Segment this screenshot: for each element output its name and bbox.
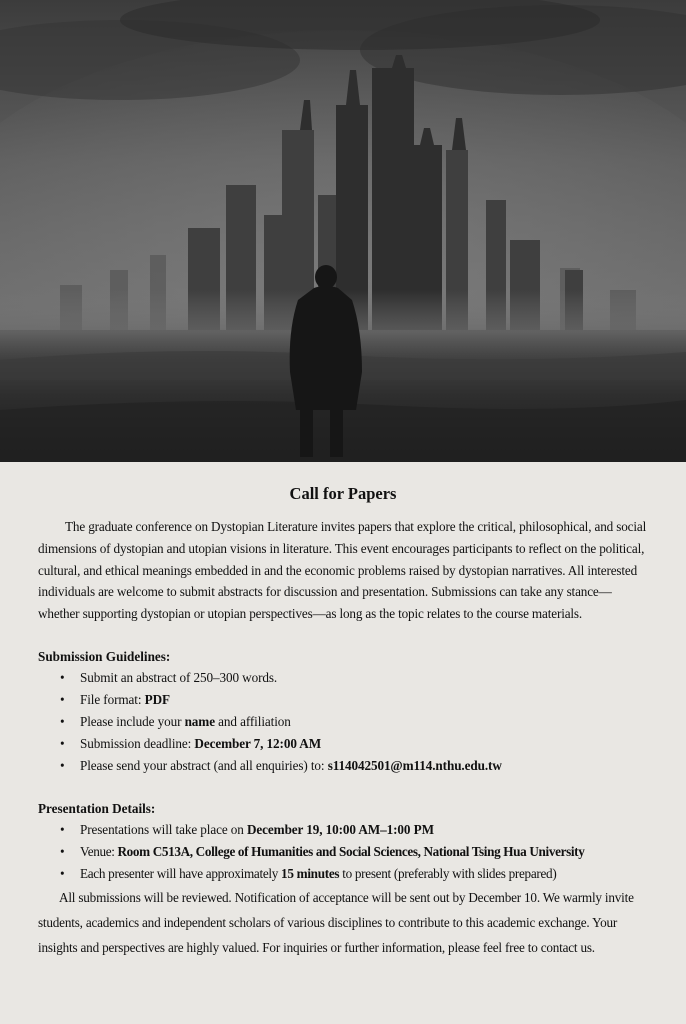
list-item: • Submit an abstract of 250–300 words. <box>80 667 648 689</box>
call-for-papers <box>0 462 686 1024</box>
contact-email: s114042501@m114.nthu.edu.tw <box>327 757 502 773</box>
hero-illustration <box>0 0 686 462</box>
dystopian-city-image <box>0 0 686 462</box>
list-item: • File format: PDF <box>80 689 648 711</box>
list-item: • Venue: Room C513A, College of Humanities and Social Sciences, National Tsing Hua University <box>80 841 648 863</box>
list-item: • Please include your name and affiliation <box>80 711 648 733</box>
presentation-details-heading: Presentation Details: <box>38 800 156 816</box>
list-item: • Each presenter will have approximately 15 minutes to present (preferably with slides prepared) <box>80 863 648 885</box>
submission-guidelines-list <box>38 667 648 777</box>
list-item: • Presentations will take place on December 19, 10:00 AM–1:00 PM <box>80 819 648 841</box>
presentation-details-list <box>38 819 648 885</box>
list-item: • Submission deadline: December 7, 12:00 AM <box>80 733 648 755</box>
list-item: • Please send your abstract (and all enquiries) to: s114042501@m114.nthu.edu.tw <box>80 755 648 777</box>
intro-paragraph: The graduate conference on Dystopian Literature invites papers that explore the critical, philosophical, and social dimensions of dystopian and utopian visions in literature. This event encourages participants to reflect on the political, cultural, and ethical meanings embedded in and the economic problems raised by dystopian narratives. All interested individuals are welcome to submit abstracts for discussion and presentation. Submissions can take any stance—whether supporting dystopian or utopian perspectives—as long as the topic relates to the course materials. <box>38 519 647 622</box>
submission-guidelines-heading: Submission Guidelines: <box>38 648 171 664</box>
closing-paragraph: All submissions will be reviewed. Notification of acceptance will be sent out by December 10. We warmly invite students, academics and independent scholars of various disciplines to contribute to this academic exchange. Your insights and perspectives are highly valued. For inquiries or further information, please feel free to contact us. <box>38 889 634 955</box>
page-title: Call for Papers <box>289 484 397 503</box>
